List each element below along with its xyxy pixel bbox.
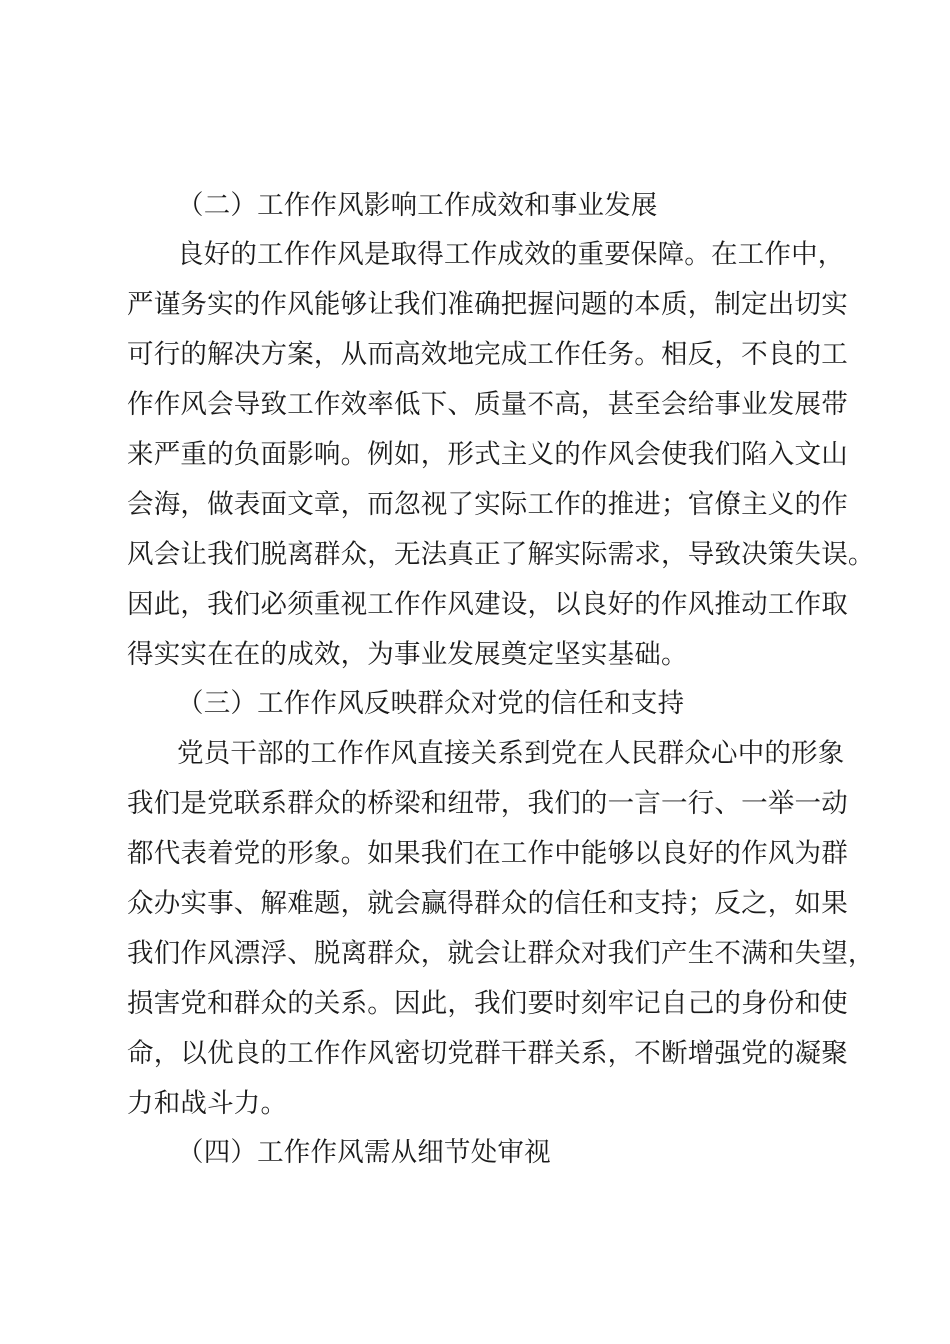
paragraph-line: 众办实事、解难题，就会赢得群众的信任和支持；反之，如果 <box>127 888 848 919</box>
paragraph-line: 得实实在在的成效，为事业发展奠定坚实基础。 <box>127 639 688 670</box>
paragraph-line: 可行的解决方案，从而高效地完成工作任务。相反，不良的工 <box>127 339 848 370</box>
paragraph-line: 因此，我们必须重视工作作风建设，以良好的作风推动工作取 <box>127 589 848 620</box>
paragraph-line: 我们是党联系群众的桥梁和纽带，我们的一言一行、一举一动 <box>127 788 848 819</box>
paragraph-line: 党员干部的工作作风直接关系到党在人民群众心中的形象 <box>177 738 845 769</box>
paragraph-line: 来严重的负面影响。例如，形式主义的作风会使我们陷入文山 <box>127 439 848 470</box>
paragraph-line: 都代表着党的形象。如果我们在工作中能够以良好的作风为群 <box>127 838 848 869</box>
section-heading: （四）工作作风需从细节处审视 <box>177 1137 551 1168</box>
paragraph-line: 力和战斗力。 <box>127 1088 288 1119</box>
paragraph-line: 会海，做表面文章，而忽视了实际工作的推进；官僚主义的作 <box>127 489 848 520</box>
section-heading: （二）工作作风影响工作成效和事业发展 <box>177 190 658 221</box>
paragraph-line: 我们作风漂浮、脱离群众，就会让群众对我们产生不满和失望， <box>127 938 875 969</box>
paragraph-line: 良好的工作作风是取得工作成效的重要保障。在工作中， <box>177 239 845 270</box>
paragraph-line: 风会让我们脱离群众，无法真正了解实际需求，导致决策失误。 <box>127 539 875 570</box>
paragraph-line: 严谨务实的作风能够让我们准确把握问题的本质，制定出切实 <box>127 289 848 320</box>
paragraph-line: 作作风会导致工作效率低下、质量不高，甚至会给事业发展带 <box>127 389 848 420</box>
section-heading: （三）工作作风反映群众对党的信任和支持 <box>177 688 685 719</box>
paragraph-line: 命，以优良的工作作风密切党群干群关系，不断增强党的凝聚 <box>127 1038 848 1069</box>
paragraph-line: 损害党和群众的关系。因此，我们要时刻牢记自己的身份和使 <box>127 988 848 1019</box>
